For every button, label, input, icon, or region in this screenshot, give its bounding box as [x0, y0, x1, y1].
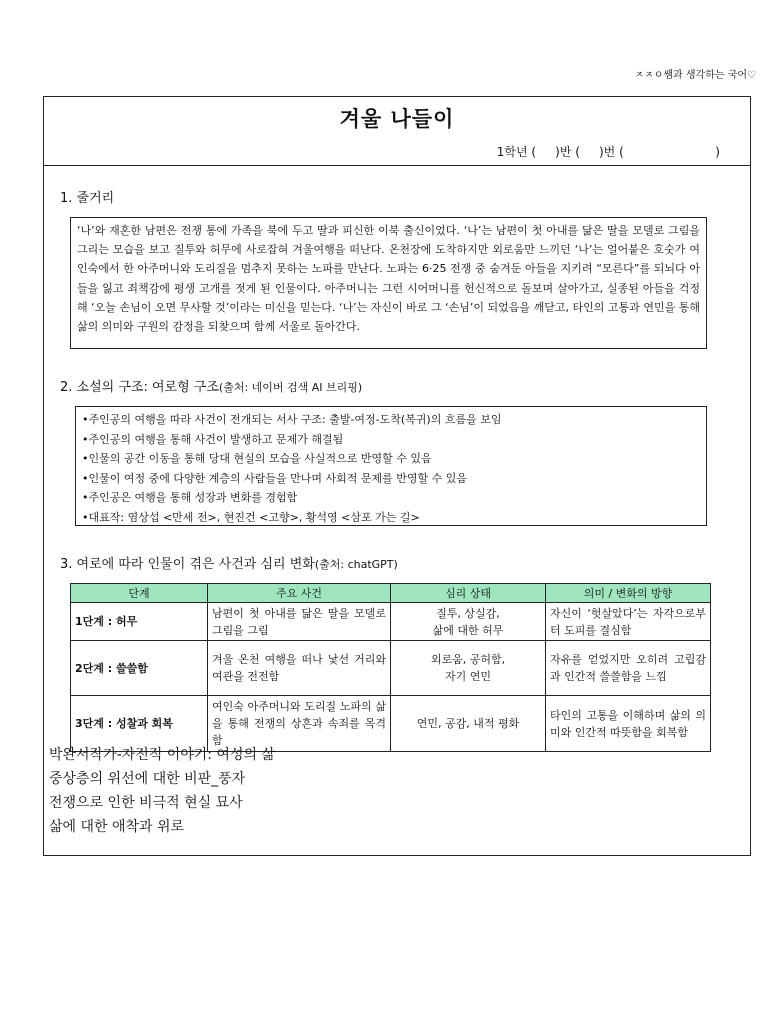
mind-line: 질투, 상실감, [436, 606, 500, 620]
mind-line: 외로움, 공허함, [430, 653, 506, 666]
mind-cell [391, 696, 546, 752]
section2-title: 2. 소설의 구조: 여로형 구조 [60, 380, 219, 395]
plot-summary-text: ‘나’와 재혼한 남편은 전쟁 통에 가족을 북에 두고 딸과 피신한 이북 출신이었다. ‘나’는 남편이 첫 아내를 닮은 딸을 모델로 그림을 그리는 모습을 보고 질투와 허무에 사로잡혀 겨울여행을 떠난다. 온천장에 도착하지만 외로움만 느끼던 ‘나’는 얼어붙은 호숫가 여인숙에서 한 아주머니와 도리질을 멈추지 못하는 노파를 만난다. 노파는 6·25 전쟁 중 숨겨둔 아들을 지키려 “모른다”를 되뇌다 아들을 잃고 죄책감에 평생 고개를 젓게 된 인물이다. 아주머니는 그런 시어머니를 헌신적으로 돌보며 살아가고, 실종된 아들을 걱정해 ‘오늘 손님이 오면 무사할 것’이라는 미신을 믿는다. ‘나’는 자신이 바로 그 ‘손님’이 되었음을 깨닫고, 타인의 고통과 연민을 통해 삶의 의미와 구원의 감정을 되찾으며 함께 서울로 돌아간다. [77, 224, 700, 334]
section1-heading: 1. 줄거리 [60, 191, 115, 206]
stages-table [70, 583, 711, 752]
stage-cell: 2단계 : 쓸쓸함 [71, 641, 208, 696]
section3-source: (출처: chatGPT) [314, 558, 398, 571]
plot-summary-box [70, 217, 707, 349]
worksheet-title: 겨울 나들이 [339, 107, 455, 131]
structure-item: •인물의 공간 이동을 통해 당대 현실의 모습을 사실적으로 반영할 수 있음 [82, 452, 432, 465]
student-info-line: 1학년 ( )반 ( )번 ( ) [496, 145, 720, 159]
worksheet-frame [43, 96, 751, 856]
event-cell: 겨울 온천 여행을 떠나 낯선 거리와 여관을 전전함 [208, 641, 391, 696]
structure-item: •대표작: 염상섭 <만세 전>, 현진건 <고향>, 황석영 <삼포 가는 길> [82, 510, 420, 524]
note-line: 전쟁으로 인한 비극적 현실 묘사 [49, 795, 243, 811]
meaning-cell: 자신이 ‘헛살았다’는 자각으로부터 도피를 결심함 [546, 603, 711, 641]
table-header-row [71, 584, 711, 603]
note-line: 박완서작가-자전적 이야기: 여성의 삶 [49, 747, 275, 763]
column-header: 의미 / 변화의 방향 [546, 584, 711, 603]
event-cell: 여인숙 아주머니와 도리질 노파의 삶을 통해 전쟁의 상흔과 속죄를 목격함 [208, 696, 391, 752]
title-block [44, 97, 750, 166]
structure-list [82, 410, 700, 527]
structure-item: •인물이 여정 중에 다양한 계층의 사람들을 만나며 사회적 문제를 반영할 수 있음 [82, 471, 467, 485]
mind-line: 연민, 공감, 내적 평화 [416, 717, 520, 730]
table-row [71, 603, 711, 641]
stage-cell: 3단계 : 성찰과 회복 [71, 696, 208, 752]
column-header: 주요 사건 [208, 584, 391, 603]
note-line: 삶에 대한 애착과 위로 [49, 819, 185, 835]
section2-heading [60, 376, 362, 395]
meaning-cell: 자유를 얻었지만 오히려 고립감과 인간적 쓸쓸함을 느낌 [546, 641, 711, 696]
structure-item: •주인공의 여행을 따라 사건이 전개되는 서사 구조: 출발-여정-도착(복귀)의 흐름을 보임 [82, 413, 502, 426]
section3-title: 3. 여로에 따라 인물이 겪은 사건과 심리 변화 [60, 557, 315, 572]
note-line: 중상층의 위선에 대한 비판_풍자 [49, 771, 246, 787]
mind-line: 삶에 대한 허무 [432, 623, 504, 637]
mind-cell [391, 603, 546, 641]
structure-item: •주인공은 여행을 통해 성장과 변화를 경험함 [82, 491, 298, 504]
header-tagline: ㅈㅈㅇ쌤과 생각하는 국어♡ [634, 70, 756, 81]
structure-item: •주인공의 여행을 통해 사건이 발생하고 문제가 해결됨 [82, 432, 344, 446]
column-header: 단계 [71, 584, 208, 603]
event-cell: 남편이 첫 아내를 닮은 딸을 모델로 그림을 그림 [208, 603, 391, 641]
section3-heading [60, 553, 398, 572]
structure-box [75, 406, 707, 526]
section2-source: (출처: 네이버 검색 AI 브리핑) [218, 381, 363, 394]
mind-cell [391, 641, 546, 696]
table-row [71, 641, 711, 696]
stage-cell: 1단계 : 허무 [71, 603, 208, 641]
meaning-cell: 타인의 고통을 이해하며 삶의 의미와 인간적 따뜻함을 회복함 [546, 696, 711, 752]
handwritten-notes [49, 743, 275, 839]
column-header: 심리 상태 [391, 584, 546, 603]
mind-line: 자기 연민 [444, 670, 491, 683]
